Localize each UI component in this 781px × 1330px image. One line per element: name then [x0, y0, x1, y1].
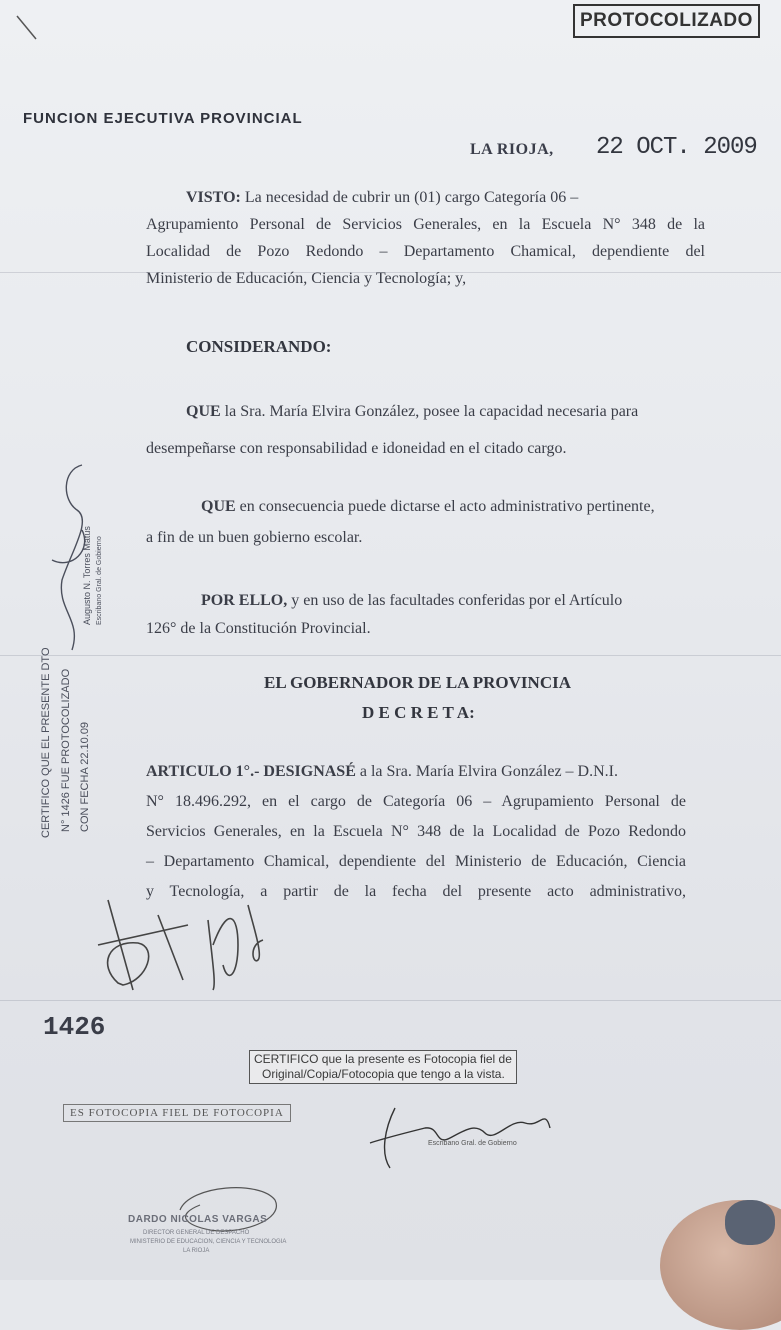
decree-number: 1426: [43, 1012, 106, 1042]
fotocopia-stamp: ES FOTOCOPIA FIEL DE FOTOCOPIA: [63, 1104, 291, 1122]
side-signature: [42, 460, 102, 660]
bottom-stamp-name: DARDO NICOLAS VARGAS: [128, 1214, 268, 1225]
gobernador-heading: EL GOBERNADOR DE LA PROVINCIA: [264, 673, 571, 692]
certifico-stamp: CERTIFICO que la presente es Fotocopia fiel de Original/Copia/Fotocopia que tengo a la vista.: [249, 1050, 517, 1084]
que1-line-2: desempeñarse con responsabilidad e idoneidad en el citado cargo.: [146, 440, 567, 457]
visto-line-1: VISTO: La necesidad de cubrir un (01) cargo Categoría 06 –: [186, 189, 579, 206]
thumbnail-nail: [725, 1200, 775, 1245]
bottom-stamp-title-2: MINISTERIO DE EDUCACION, CIENCIA Y TECNOLOGIA: [130, 1239, 287, 1245]
articulo-line-2: N° 18.496.292, en el cargo de Categoría 06 – Agrupamiento Personal de: [146, 793, 686, 810]
right-signer-title: Escribano Gral. de Gobierno: [428, 1140, 517, 1147]
articulo-line-4: – Departamento Chamical, dependiente del Ministerio de Educación, Ciencia: [146, 853, 686, 870]
side-stamp-line-1: CERTIFICO QUE EL PRESENTE DTO: [40, 647, 52, 838]
decree-date: 22 OCT. 2009: [596, 134, 757, 161]
side-stamp-line-2: N° 1426 FUE PROTOCOLIZADO: [60, 668, 72, 832]
articulo-line-3: Servicios Generales, en la Escuela N° 348 de la Localidad de Pozo Redondo: [146, 823, 686, 840]
handwritten-initials: [88, 885, 278, 1005]
side-stamp-signer: Augusto N. Torres Matus: [82, 526, 92, 625]
articulo-label: ARTICULO 1°.- DESIGNASÉ: [146, 763, 356, 780]
considerando-heading: CONSIDERANDO:: [186, 337, 332, 356]
que2-line-1: QUE en consecuencia puede dictarse el acto administrativo pertinente,: [201, 498, 655, 515]
bottom-stamp-title-3: LA RIOJA: [183, 1248, 210, 1254]
articulo-line-1: ARTICULO 1°.- DESIGNASÉ a la Sra. María Elvira González – D.N.I.: [146, 763, 618, 780]
visto-line-3: Localidad de Pozo Redondo – Departamento Chamical, dependiente del: [146, 243, 705, 260]
bottom-stamp-title-1: DIRECTOR GENERAL DE DESPACHO: [143, 1230, 250, 1236]
protocolizado-stamp: PROTOCOLIZADO: [573, 4, 760, 38]
pen-mark: [14, 12, 40, 42]
visto-label: VISTO:: [186, 189, 241, 206]
right-signature: [365, 1098, 560, 1173]
place: LA RIOJA,: [470, 141, 554, 158]
visto-line-4: Ministerio de Educación, Ciencia y Tecnología; y,: [146, 270, 467, 287]
que1-line-1: QUE la Sra. María Elvira González, posee la capacidad necesaria para: [186, 403, 639, 420]
side-stamp-signer-title: Escribano Gral. de Gobierno: [96, 536, 103, 625]
page-header: FUNCION EJECUTIVA PROVINCIAL: [23, 110, 303, 127]
visto-line-2: Agrupamiento Personal de Servicios Generales, en la Escuela N° 348 de la: [146, 216, 705, 233]
por-ello-line-1: POR ELLO, y en uso de las facultades conferidas por el Artículo: [201, 592, 623, 609]
fold-line: [0, 655, 781, 656]
por-ello-line-2: 126° de la Constitución Provincial.: [146, 620, 371, 637]
side-stamp-line-3: CON FECHA 22.10.09: [79, 721, 91, 832]
decreta-heading: D E C R E T A:: [362, 703, 475, 722]
que2-line-2: a fin de un buen gobierno escolar.: [146, 529, 363, 546]
articulo-line-5: y Tecnología, a partir de la fecha del presente acto administrativo,: [146, 883, 686, 900]
